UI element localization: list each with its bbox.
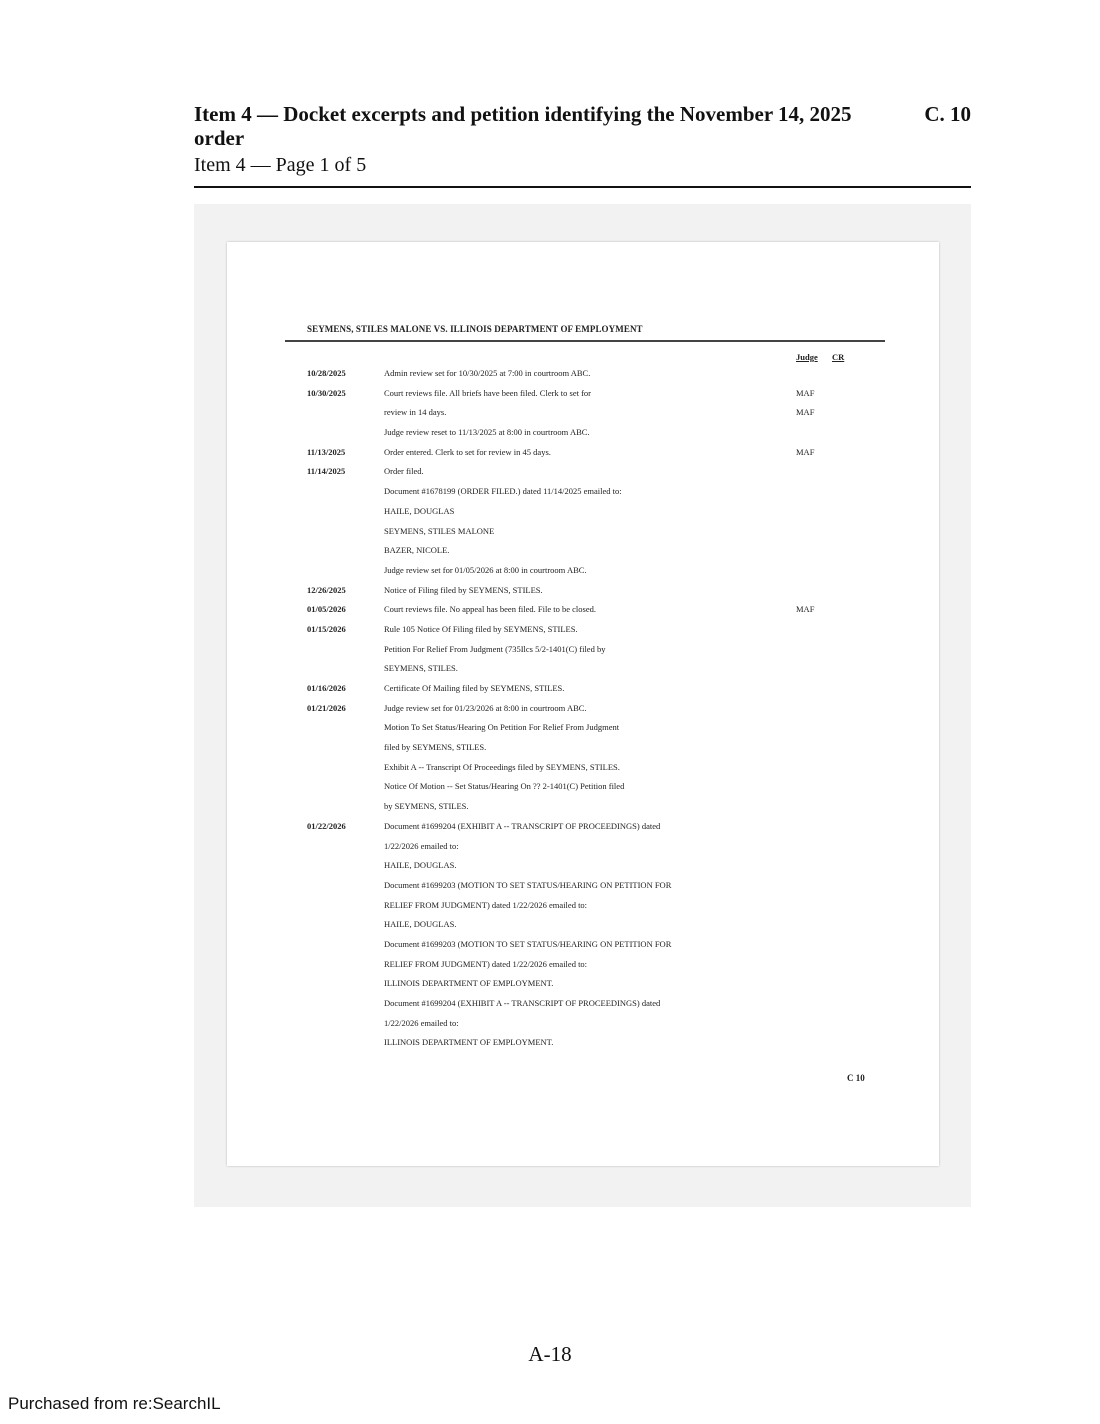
docket-entry-text: filed by SEYMENS, STILES. [384, 742, 487, 753]
docket-entry-text: Admin review set for 10/30/2025 at 7:00 in courtroom ABC. [384, 368, 591, 378]
column-header-judge: Judge [796, 352, 818, 362]
docket-line [227, 463, 939, 483]
docket-line [227, 660, 939, 680]
docket-entry-date: 11/13/2025 [307, 446, 346, 457]
docket-entry-date: 10/28/2025 [307, 368, 346, 378]
docket-entry-text: review in 14 days. [384, 407, 447, 418]
docket-entry-date: 01/16/2026 [307, 683, 346, 693]
docket-line [227, 700, 939, 720]
docket-line [227, 759, 939, 779]
docket-entry-text: 1/22/2026 emailed to: [384, 1017, 459, 1028]
docket-line [227, 542, 939, 562]
docket-line [227, 916, 939, 936]
docket-entry-text: HAILE, DOUGLAS [384, 505, 455, 516]
docket-line [227, 719, 939, 739]
case-title-rule [285, 340, 885, 342]
docket-line [227, 523, 939, 543]
docket-entry-judge: MAF [796, 604, 815, 615]
docket-line [227, 1034, 939, 1054]
docket-entry-text: Order entered. Clerk to set for review in 45 days. [384, 446, 551, 457]
docket-line [227, 424, 939, 444]
case-title: SEYMENS, STILES MALONE VS. ILLINOIS DEPARTMENT OF EMPLOYMENT [307, 324, 643, 334]
docket-line [227, 798, 939, 818]
docket-line [227, 857, 939, 877]
docket-line [227, 778, 939, 798]
item-page-subtitle: Item 4 — Page 1 of 5 [194, 154, 367, 176]
title-row [194, 102, 971, 150]
docket-entry-date: 11/14/2025 [307, 466, 346, 477]
docket-line [227, 975, 939, 995]
docket-entry-text: Petition For Relief From Judgment (735Ilcs 5/2-1401(C) filed by [384, 643, 606, 654]
record-page-label: C. 10 [924, 102, 971, 126]
docket-entry-text: SEYMENS, STILES. [384, 663, 458, 674]
docket-line [227, 503, 939, 523]
docket-entry-judge: MAF [796, 407, 815, 418]
docket-line [227, 739, 939, 759]
docket-entry-date: 12/26/2025 [307, 584, 346, 595]
docket-line [227, 995, 939, 1015]
docket-line [227, 818, 939, 838]
docket-entry-date: 01/21/2026 [307, 702, 346, 713]
docket-entry-text: Order filed. [384, 466, 424, 477]
column-header-cr: CR [832, 352, 845, 362]
document-header [194, 102, 971, 178]
docket-entry-text: HAILE, DOUGLAS. [384, 919, 457, 930]
docket-line [227, 956, 939, 976]
docket-entries [227, 365, 939, 1054]
docket-line [227, 601, 939, 621]
docket-entry-text: Judge review set for 01/23/2026 at 8:00 in courtroom ABC. [384, 702, 587, 713]
docket-line [227, 483, 939, 503]
docket-entry-judge: MAF [796, 446, 815, 457]
docket-entry-text: RELIEF FROM JUDGMENT) dated 1/22/2026 emailed to: [384, 958, 588, 969]
docket-line [227, 404, 939, 424]
docket-entry-text: Court reviews file. All briefs have been filed. Clerk to set for [384, 387, 592, 398]
docket-entry-text: Document #1699203 (MOTION TO SET STATUS/HEARING ON PETITION FOR [384, 879, 672, 890]
docket-page-code: C 10 [847, 1073, 865, 1083]
docket-line [227, 582, 939, 602]
docket-entry-text: Document #1678199 (ORDER FILED.) dated 11/14/2025 emailed to: [384, 486, 622, 497]
docket-entry-judge: MAF [796, 387, 815, 398]
docket-line [227, 897, 939, 917]
docket-entry-text: Certificate Of Mailing filed by SEYMENS, STILES. [384, 683, 565, 693]
header-rule [194, 186, 971, 188]
page-number: A-18 [528, 1342, 572, 1366]
docket-entry-date: 10/30/2025 [307, 387, 346, 398]
docket-line [227, 621, 939, 641]
docket-entry-text: Document #1699204 (EXHIBIT A -- TRANSCRIPT OF PROCEEDINGS) dated [384, 998, 661, 1008]
docket-entry-text: ILLINOIS DEPARTMENT OF EMPLOYMENT. [384, 1037, 554, 1048]
docket-line [227, 365, 939, 385]
docket-entry-text: Exhibit A -- Transcript Of Proceedings filed by SEYMENS, STILES. [384, 761, 620, 772]
docket-line [227, 838, 939, 858]
docket-entry-date: 01/15/2026 [307, 623, 346, 634]
purchase-note: Purchased from re:SearchIL [8, 1394, 221, 1413]
docket-entry-text: Notice of Filing filed by SEYMENS, STILES. [384, 584, 543, 595]
docket-entry-text: 1/22/2026 emailed to: [384, 840, 459, 851]
docket-entry-text: BAZER, NICOLE. [384, 545, 450, 556]
docket-line [227, 1015, 939, 1035]
docket-entry-text: Document #1699203 (MOTION TO SET STATUS/HEARING ON PETITION FOR [384, 938, 672, 949]
docket-entry-date: 01/22/2026 [307, 820, 346, 831]
docket-line [227, 936, 939, 956]
docket-line [227, 385, 939, 405]
item-title: Item 4 — Docket excerpts and petition identifying the November 14, 2025 order [194, 102, 852, 150]
docket-entry-text: Motion To Set Status/Hearing On Petition For Relief From Judgment [384, 722, 620, 733]
docket-entry-text: HAILE, DOUGLAS. [384, 860, 457, 871]
docket-sheet [227, 242, 939, 1166]
docket-line [227, 444, 939, 464]
docket-entry-text: Notice Of Motion -- Set Status/Hearing On ?? 2-1401(C) Petition filed [384, 781, 625, 792]
docket-entry-text: ILLINOIS DEPARTMENT OF EMPLOYMENT. [384, 978, 554, 989]
docket-entry-text: Judge review set for 01/05/2026 at 8:00 in courtroom ABC. [384, 564, 587, 575]
docket-entry-text: by SEYMENS, STILES. [384, 801, 469, 812]
docket-line [227, 641, 939, 661]
docket-entry-text: SEYMENS, STILES MALONE [384, 525, 495, 536]
docket-entry-text: Court reviews file. No appeal has been filed. File to be closed. [384, 604, 596, 615]
docket-entry-text: Rule 105 Notice Of Filing filed by SEYMENS, STILES. [384, 623, 578, 634]
docket-line [227, 877, 939, 897]
docket-line [227, 680, 939, 700]
docket-entry-date: 01/05/2026 [307, 604, 346, 615]
docket-line [227, 562, 939, 582]
docket-entry-text: RELIEF FROM JUDGMENT) dated 1/22/2026 emailed to: [384, 899, 588, 910]
docket-entry-text: Document #1699204 (EXHIBIT A -- TRANSCRIPT OF PROCEEDINGS) dated [384, 820, 661, 831]
docket-entry-text: Judge review reset to 11/13/2025 at 8:00 in courtroom ABC. [384, 427, 590, 438]
